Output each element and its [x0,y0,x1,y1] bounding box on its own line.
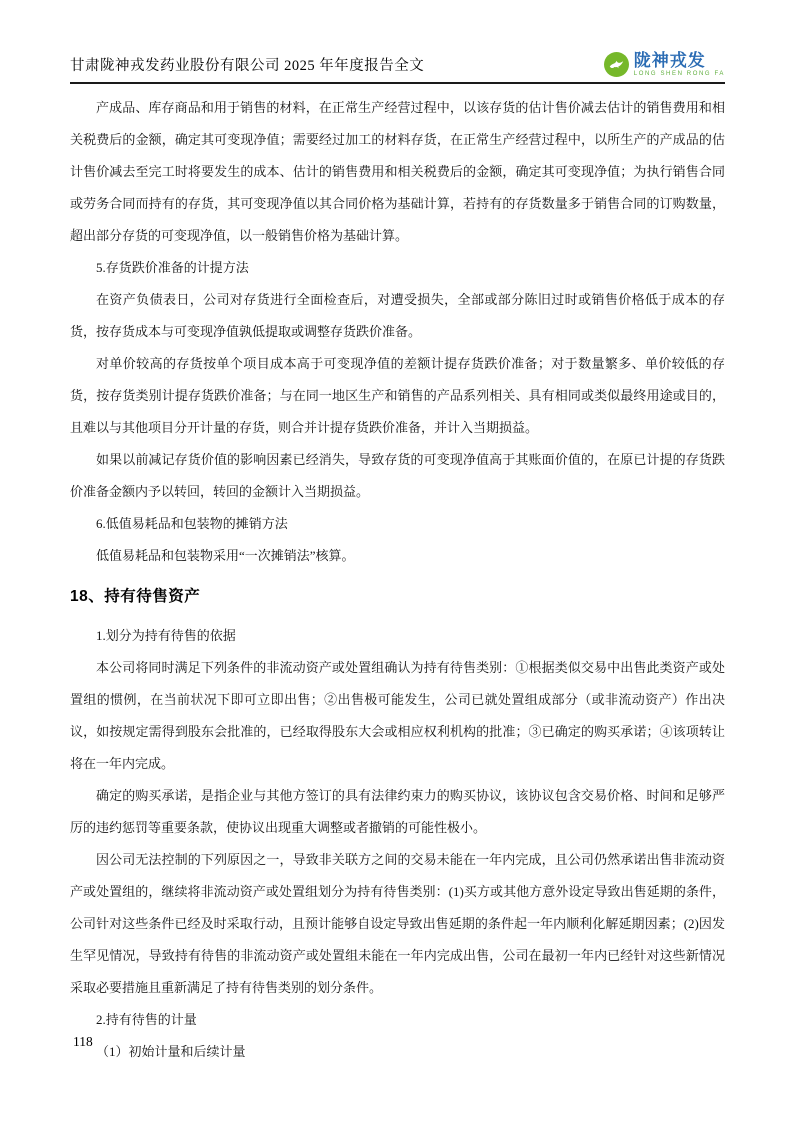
page-header [70,46,725,84]
logo-company-name-cn: 陇神戎发 [633,51,706,70]
paragraph-purchase-commitment: 确定的购买承诺，是指企业与其他方签订的具有法律约束力的购买协议，该协议包含交易价格、时间和足够严厉的违约惩罚等重要条款，使协议出现重大调整或者撤销的可能性极小。 [70,788,725,835]
paragraph-provision-method: 对单价较高的存货按单个项目成本高于可变现净值的差额计提存货跌价准备；对于数量繁多、单价较低的存货，按存货类别计提存货跌价准备；与在同一地区生产和销售的产品系列相关、具有相同或类似最终用途或目的，且难以与其他项目分开计量的存货，则合并计提存货跌价准备，并计入当期损益。 [70,356,725,435]
section-item-6: 6.低值易耗品和包装物的摊销方法 [96,516,288,531]
logo-bird-icon [604,52,629,77]
section-item-1: 1.划分为持有待售的依据 [96,628,236,643]
section-item-2-1: （1）初始计量和后续计量 [96,1044,246,1059]
section-item-2: 2.持有待售的计量 [96,1012,197,1027]
paragraph-balance-sheet-check: 在资产负债表日，公司对存货进行全面检查后，对遭受损失，全部或部分陈旧过时或销售价格低于成本的存货，按存货成本与可变现净值孰低提取或调整存货跌价准备。 [70,292,725,339]
paragraph-amortization-method: 低值易耗品和包装物采用“一次摊销法”核算。 [96,548,355,563]
logo-company-name-en: LONG SHEN RONG FA [633,71,725,77]
company-logo [604,52,725,77]
paragraph-held-for-sale-criteria: 本公司将同时满足下列条件的非流动资产或处置组确认为持有待售类别：①根据类似交易中出售此类资产或处置组的惯例，在当前状况下即可立即出售；②出售极可能发生，公司已就处置组成部分（或非流动资产）作出决议，如按规定需得到股东会批准的，已经取得股东大会或相应权利机构的批准；③已确定的购买承诺；④该项转让将在一年内完成。 [70,660,725,771]
paragraph-sale-delay-exceptions: 因公司无法控制的下列原因之一，导致非关联方之间的交易未能在一年内完成，且公司仍然承诺出售非流动资产或处置组的，继续将非流动资产或处置组划分为持有待售类别：(1)买方或其他方意外设定导致出售延期的条件，公司针对这些条件已经及时采取行动，且预计能够自设定导致出售延期的条件起一年内顺利化解延期因素；(2)因发生罕见情况，导致持有待售的非流动资产或处置组未能在一年内完成出售，公司在最初一年内已经针对这些新情况采取必要措施且重新满足了持有待售类别的划分条件。 [70,852,725,995]
document-body [70,92,725,1068]
paragraph-provision-reversal: 如果以前减记存货价值的影响因素已经消失，导致存货的可变现净值高于其账面价值的，在原已计提的存货跌价准备金额内予以转回，转回的金额计入当期损益。 [70,452,725,499]
section-heading-18: 18、持有待售资产 [70,588,201,605]
paragraph-inventory-nrv: 产成品、库存商品和用于销售的材料，在正常生产经营过程中，以该存货的估计售价减去估计的销售费用和相关税费后的金额，确定其可变现净值；需要经过加工的材料存货，在正常生产经营过程中，以所生产的产成品的估计售价减去至完工时将要发生的成本、估计的销售费用和相关税费后的金额，确定其可变现净值；为执行销售合同或劳务合同而持有的存货，其可变现净值以其合同价格为基础计算，若持有的存货数量多于销售合同的订购数量，超出部分存货的可变现净值，以一般销售价格为基础计算。 [70,100,725,243]
report-title: 甘肃陇神戎发药业股份有限公司 2025 年年度报告全文 [70,58,425,74]
section-item-5: 5.存货跌价准备的计提方法 [96,260,249,275]
logo-text [634,52,725,77]
page-number: 118 [73,1034,93,1049]
